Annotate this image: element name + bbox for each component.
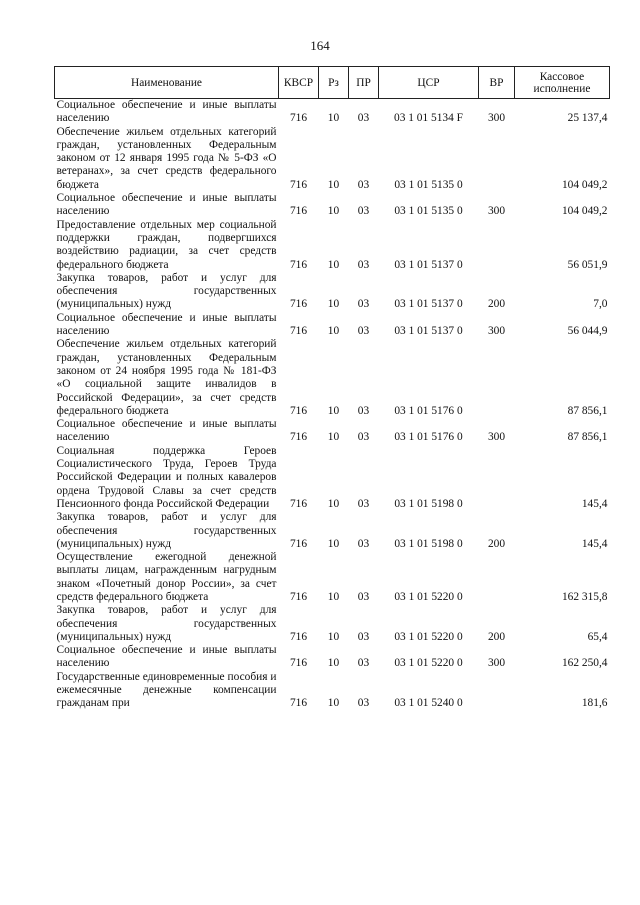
header-kvsr: КВСР <box>279 67 319 99</box>
row-amount: 56 044,9 <box>567 325 608 338</box>
row-rz: 10 <box>327 325 340 338</box>
row-vr: 300 <box>487 205 506 218</box>
row-vr <box>479 445 515 511</box>
row-rz: 10 <box>327 630 340 643</box>
row-kvsr: 716 <box>289 325 308 338</box>
row-name: Социальное обеспечение и иные выплаты населению <box>56 311 277 338</box>
row-csr: 03 1 01 5134 F <box>394 112 463 125</box>
row-name: Обеспечение жильем отдельных категорий граждан, установленных Федеральным законом от 12 января 1995 года № 5-ФЗ «О ветеранах», за счет средств федерального бюджета <box>56 125 277 191</box>
row-rz: 10 <box>327 258 340 271</box>
table-row <box>55 418 610 445</box>
row-name: Осуществление ежегодной денежной выплаты лицам, награжденным нагрудным знаком «Почетный донор России», за счет средств федерального бюджета <box>56 551 277 603</box>
table-header-row <box>55 67 610 99</box>
row-name: Социальная поддержка Героев Социалистического Труда, Героев Труда Российской Федерации и полных кавалеров ордена Трудовой Славы за счет средств Пенсионного фонда Российской Федерации <box>56 444 277 510</box>
row-pr: 03 <box>357 590 370 603</box>
row-amount: 104 049,2 <box>561 205 608 218</box>
row-vr: 300 <box>487 431 506 444</box>
row-csr: 03 1 01 5198 0 <box>394 497 463 510</box>
row-amount: 104 049,2 <box>561 178 608 191</box>
row-kvsr: 716 <box>289 657 308 670</box>
row-vr <box>479 671 515 711</box>
row-csr: 03 1 01 5137 0 <box>394 325 463 338</box>
row-csr: 03 1 01 5176 0 <box>394 404 463 417</box>
header-csr: ЦСР <box>379 67 479 99</box>
row-rz: 10 <box>327 205 340 218</box>
row-name: Закупка товаров, работ и услуг для обеспечения государственных (муниципальных) нужд <box>56 271 277 311</box>
table-row <box>55 99 610 126</box>
row-rz: 10 <box>327 298 340 311</box>
row-kvsr: 716 <box>289 404 308 417</box>
row-csr: 03 1 01 5220 0 <box>394 590 463 603</box>
row-kvsr: 716 <box>289 112 308 125</box>
row-kvsr: 716 <box>289 537 308 550</box>
header-pr: ПР <box>349 67 379 99</box>
row-csr: 03 1 01 5240 0 <box>394 697 463 710</box>
row-vr <box>479 338 515 418</box>
table-row <box>55 604 610 644</box>
row-rz: 10 <box>327 590 340 603</box>
row-amount: 25 137,4 <box>567 112 608 125</box>
row-pr: 03 <box>357 497 370 510</box>
row-kvsr: 716 <box>289 205 308 218</box>
row-amount: 7,0 <box>593 298 608 311</box>
row-rz: 10 <box>327 497 340 510</box>
row-name: Закупка товаров, работ и услуг для обеспечения государственных (муниципальных) нужд <box>56 511 277 550</box>
row-kvsr: 716 <box>289 497 308 510</box>
table-row <box>55 671 610 711</box>
row-amount: 145,4 <box>581 497 608 510</box>
row-rz: 10 <box>327 657 340 670</box>
row-pr: 03 <box>357 112 370 125</box>
row-rz: 10 <box>327 112 340 125</box>
page-number: 164 <box>310 38 330 53</box>
row-vr: 200 <box>487 537 506 550</box>
header-name: Наименование <box>55 67 279 99</box>
row-kvsr: 716 <box>289 178 308 191</box>
table-row <box>55 644 610 671</box>
row-csr: 03 1 01 5198 0 <box>394 537 463 550</box>
row-name: Государственные единовременные пособия и ежемесячные денежные компенсации гражданам при <box>56 670 277 710</box>
table-row <box>55 551 610 604</box>
row-name: Обеспечение жильем отдельных категорий граждан, установленных Федеральным законом от 24 ноября 1995 года № 181-ФЗ «О социальной защите инвалидов в Российской Федерации», за счет средств федерального бюджета <box>56 338 277 417</box>
row-name: Социальное обеспечение и иные выплаты населению <box>56 418 277 444</box>
row-amount: 87 856,1 <box>567 431 608 444</box>
row-kvsr: 716 <box>289 258 308 271</box>
row-kvsr: 716 <box>289 298 308 311</box>
row-amount: 56 051,9 <box>567 258 608 271</box>
row-csr: 03 1 01 5135 0 <box>394 178 463 191</box>
table-row <box>55 312 610 339</box>
row-name: Социальное обеспечение и иные выплаты населению <box>56 99 277 125</box>
header-amount: Кассовое исполнение <box>515 67 610 99</box>
row-pr: 03 <box>357 630 370 643</box>
table-row <box>55 445 610 511</box>
row-kvsr: 716 <box>289 590 308 603</box>
row-name: Социальное обеспечение и иные выплаты населению <box>56 192 277 218</box>
row-amount: 162 315,8 <box>561 590 608 603</box>
row-pr: 03 <box>357 205 370 218</box>
row-pr: 03 <box>357 697 370 710</box>
row-pr: 03 <box>357 298 370 311</box>
row-csr: 03 1 01 5220 0 <box>394 657 463 670</box>
row-vr <box>479 551 515 604</box>
row-vr <box>479 126 515 192</box>
table-row <box>55 272 610 312</box>
row-name: Предоставление отдельных мер социальной поддержки граждан, подвергшихся воздействию радиации, за счет средств федерального бюджета <box>56 218 277 271</box>
row-rz: 10 <box>327 537 340 550</box>
row-rz: 10 <box>327 178 340 191</box>
row-rz: 10 <box>327 404 340 417</box>
row-csr: 03 1 01 5137 0 <box>394 298 463 311</box>
row-amount: 65,4 <box>587 630 608 643</box>
row-vr: 200 <box>487 298 506 311</box>
table-row <box>55 338 610 418</box>
header-rz: Рз <box>319 67 349 99</box>
row-vr: 300 <box>487 657 506 670</box>
table-row <box>55 126 610 192</box>
row-vr: 200 <box>487 630 506 643</box>
row-vr <box>479 219 515 272</box>
row-name: Закупка товаров, работ и услуг для обеспечения государственных (муниципальных) нужд <box>56 604 277 643</box>
row-pr: 03 <box>357 258 370 271</box>
row-pr: 03 <box>357 431 370 444</box>
row-rz: 10 <box>327 431 340 444</box>
table-row <box>55 192 610 219</box>
row-csr: 03 1 01 5176 0 <box>394 431 463 444</box>
row-pr: 03 <box>357 404 370 417</box>
row-csr: 03 1 01 5135 0 <box>394 205 463 218</box>
row-name: Социальное обеспечение и иные выплаты населению <box>56 644 277 670</box>
row-kvsr: 716 <box>289 431 308 444</box>
table-body <box>55 99 610 711</box>
row-amount: 145,4 <box>581 537 608 550</box>
row-csr: 03 1 01 5137 0 <box>394 258 463 271</box>
budget-table <box>54 66 610 711</box>
row-amount: 162 250,4 <box>561 657 608 670</box>
row-csr: 03 1 01 5220 0 <box>394 630 463 643</box>
row-vr: 300 <box>487 325 506 338</box>
table-row <box>55 219 610 272</box>
row-amount: 87 856,1 <box>567 404 608 417</box>
row-kvsr: 716 <box>289 630 308 643</box>
header-vr: ВР <box>479 67 515 99</box>
row-rz: 10 <box>327 697 340 710</box>
row-pr: 03 <box>357 657 370 670</box>
row-pr: 03 <box>357 537 370 550</box>
row-vr: 300 <box>487 112 506 125</box>
row-amount: 181,6 <box>581 697 608 710</box>
table-row <box>55 511 610 551</box>
row-pr: 03 <box>357 325 370 338</box>
row-kvsr: 716 <box>289 697 308 710</box>
row-pr: 03 <box>357 178 370 191</box>
